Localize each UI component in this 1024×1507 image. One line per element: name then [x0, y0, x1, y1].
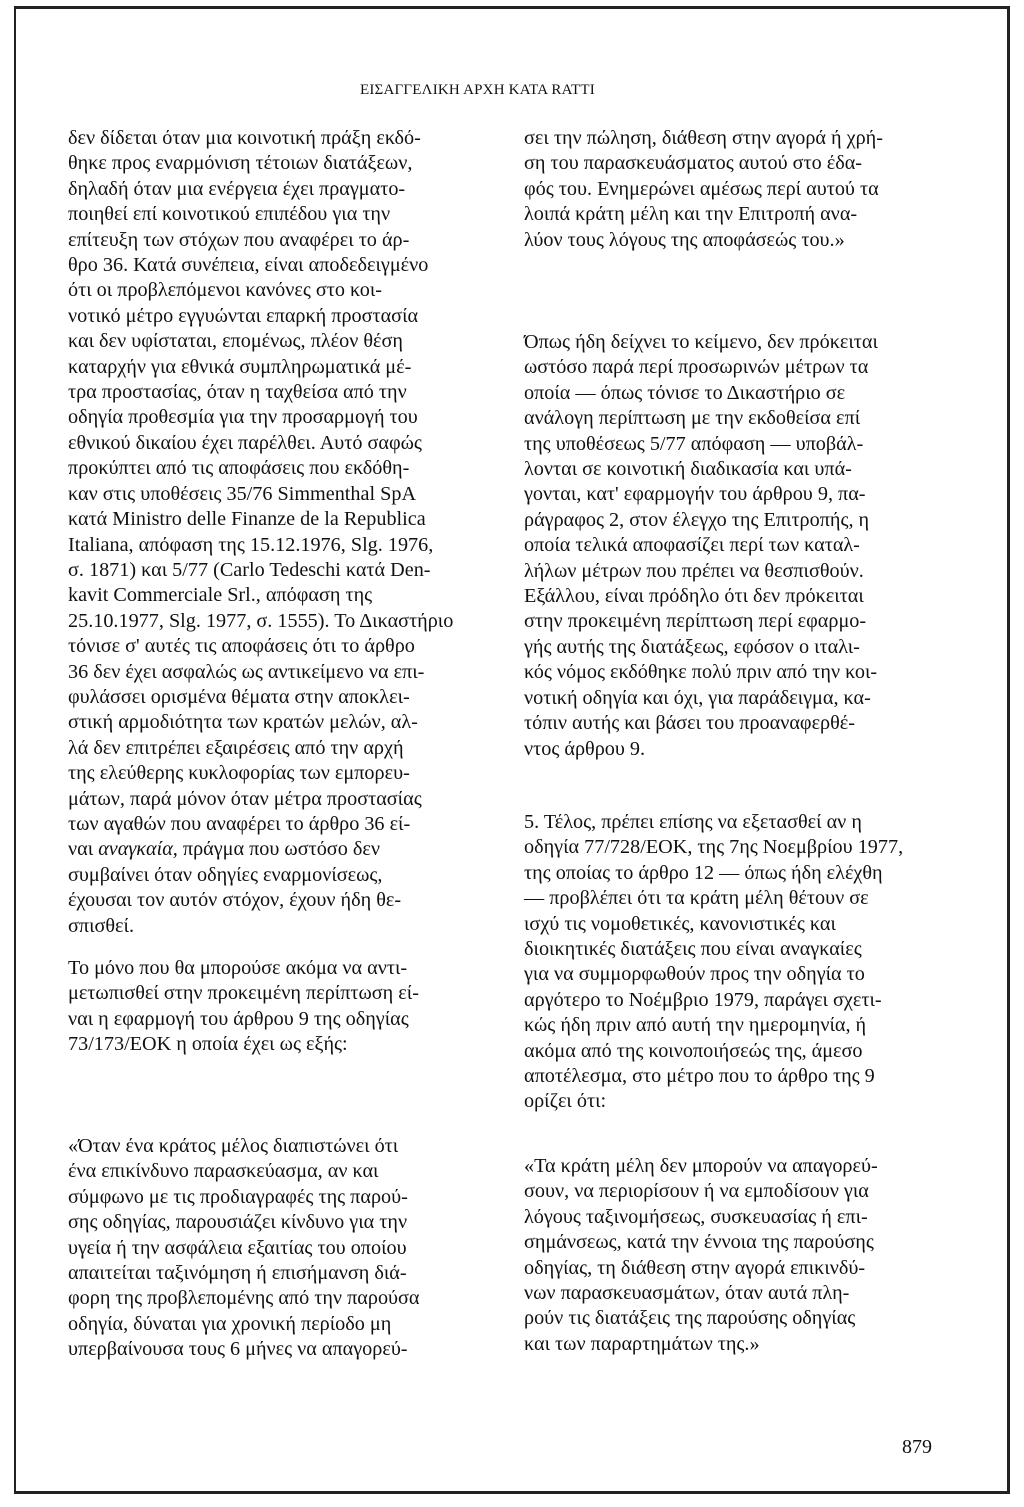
right-paragraph-2: Όπως ήδη δείχνει το κείμενο, δεν πρόκειται ωστόσο παρά περί προσωρινών μέτρων τα οποία — όπως τόνισε το Δικαστήριο σε ανάλογη περίπτωση με την εκδοθείσα επί της υποθέσεως 5/77 απόφαση — υποβάλ- λονται σε κοινοτική διαδικασία και υπά- γονται, κατ' εφαρμογήν του άρθρου 9, πα- ράγραφος 2, στον έλεγχο της Επιτροπής, η οποία τελικά αποφασίζει περί των καταλ- λήλων μέτρων που πρέπει να θεσπισθούν. Εξάλλου, είναι πρόδηλο ότι δεν πρόκειται στην προκειμένη περίπτωση περί εφαρμο- γής αυτής της διατάξεως, εφόσον ο ιταλι- κός νόμος εκδόθηκε πολύ πριν από την κοι- νοτική οδηγία και όχι, για παράδειγμα, κα- τόπιν αυτής και βάσει του προαναφερθέ- ντος άρθρου 9. — [524, 331, 878, 760]
left-paragraph-1-emphasis: αναγκαία, — [98, 838, 178, 861]
right-paragraph-1: σει την πώληση, διάθεση στην αγορά ή χρή- ση του παρασκευάσματος αυτού στο έδα- φός του. Ενημερώνει αμέσως περί αυτού τα λοιπά κράτη μέλη και την Επιτροπή ανα- λύον τους λόγους της αποφάσεώς του.» — [524, 127, 883, 251]
right-paragraph-3: 5. Τέλος, πρέπει επίσης να εξετασθεί αν η οδηγία 77/728/ΕΟΚ, της 7ης Νοεμβρίου 1977, της οποίας το άρθρο 12 — όπως ήδη ελέχθη — προβλέπει ότι τα κράτη μέλη θέτουν σε ισχύ τις νομοθετικές, κανονιστικές και διοικητικές διατάξεις που είναι αναγκαίες για να συμμορφωθούν προς την οδηγία το αργότερο το Νοέμβριο 1979, παράγει σχετι- κώς ήδη πριν από αυτή την ημερομηνία, ή ακόμα από της κοινοποιήσεώς της, άμεσο αποτέλεσμα, στο μέτρο που το άρθρο της 9 ορίζει ότι: — [524, 811, 904, 1113]
left-quotation: «Όταν ένα κράτος μέλος διαπιστώνει ότι ένα επικίνδυνο παρασκεύασμα, αν και σύμφωνο με τις προδιαγραφές της παρού- σης οδηγίας, παρουσιάζει κίνδυνο για την υγεία ή την ασφάλεια εξαιτίας του οποίου απαιτείται ταξινόμηση ή επισήμανση διά- φορη της προβλεπομένης από την παρούσα οδηγία, δύναται για χρονική περίοδο μη υπερβαίνουσα τους 6 μήνες να απαγορεύ- — [68, 1135, 420, 1361]
page-number: 879 — [902, 1436, 932, 1458]
left-paragraph-1 — [68, 126, 514, 939]
running-header: ΕΙΣΑΓΓΕΛΙΚΗ ΑΡΧΗ ΚΑΤΑ RATTI — [360, 82, 595, 98]
right-quotation: «Τα κράτη μέλη δεν μπορούν να απαγορεύ- σουν, να περιορίσουν ή να εμποδίσουν για λόγους ταξινομήσεως, συσκευασίας ή επι- σημάνσεως, κατά την έννοια της παρούσης οδηγίας, τη διάθεση στην αγορά επικινδύ- νων παρασκευασμάτων, όταν αυτά πλη- ρούν τις διατάξεις της παρούσης οδηγίας και των παραρτημάτων της.» — [524, 1155, 878, 1355]
left-paragraph-1-tail: πράγμα που ωστόσο δεν συμβαίνει όταν οδηγίες εναρμονίσεως, έχουσαι τον αυτόν στόχον, έχουν ήδη θε- σπισθεί. — [68, 838, 402, 937]
left-paragraph-2: Το μόνο που θα μπορούσε ακόμα να αντι- μετωπισθεί στην προκειμένη περίπτωση εί- ναι η εφαρμογή του άρθρου 9 της οδηγίας 73/173/ΕΟΚ η οποία έχει ως εξής: — [68, 957, 419, 1056]
left-paragraph-1-text: δεν δίδεται όταν μια κοινοτική πράξη εκδό- θηκε προς εναρμόνιση τέτοιων διατάξεων, δηλαδή όταν μια ενέργεια έχει πραγματο- ποιηθεί επί κοινοτικού επιπέδου για την επίτευξη των στόχων που αναφέρει το άρ- θρο 36. Κατά συνέπεια, είναι αποδεδειγμένο ότι οι προβλεπόμενοι κανόνες στο κοι- νοτικό μέτρο εγγυώνται επαρκή προστασία και δεν υφίσταται, επομένως, πλέον θέση καταρχήν για εθνικά συμπληρωματικά μέ- τρα προστασίας, όταν η ταχθείσα από την οδηγία προθεσμία για την προσαρμογή του εθνικού δικαίου έχει παρέλθει. Αυτό σαφώς προκύπτει από τις αποφάσεις που εκδόθη- καν στις υποθέσεις 35/76 Simmenthal SpA κατά Ministro delle Finanze de la Republica Italiana, απόφαση της 15.12.1976, Slg. 1976, σ. 1871) και 5/77 (Carlo Tedeschi κατά Den- kavit Commerciale Srl., απόφαση της 25.10.1977, Slg. 1977, σ. 1555). Το Δικαστήριο τόνισε σ' αυτές τις αποφάσεις ότι το άρθρο 36 δεν έχει ασφαλώς ως αντικείμενο να επι- φυλάσσει ορισμένα θέματα στην αποκλει- στική αρμοδιότητα των κρατών μελών, αλ- λά δεν επιτρέπει εξαιρέσεις από την αρχή της ελεύθερης κυκλοφορίας των εμπορευ- μάτων, παρά μόνον όταν μέτρα προστασίας των αγαθών που αναφέρει το άρθρο 36 εί- ναι — [68, 127, 454, 861]
